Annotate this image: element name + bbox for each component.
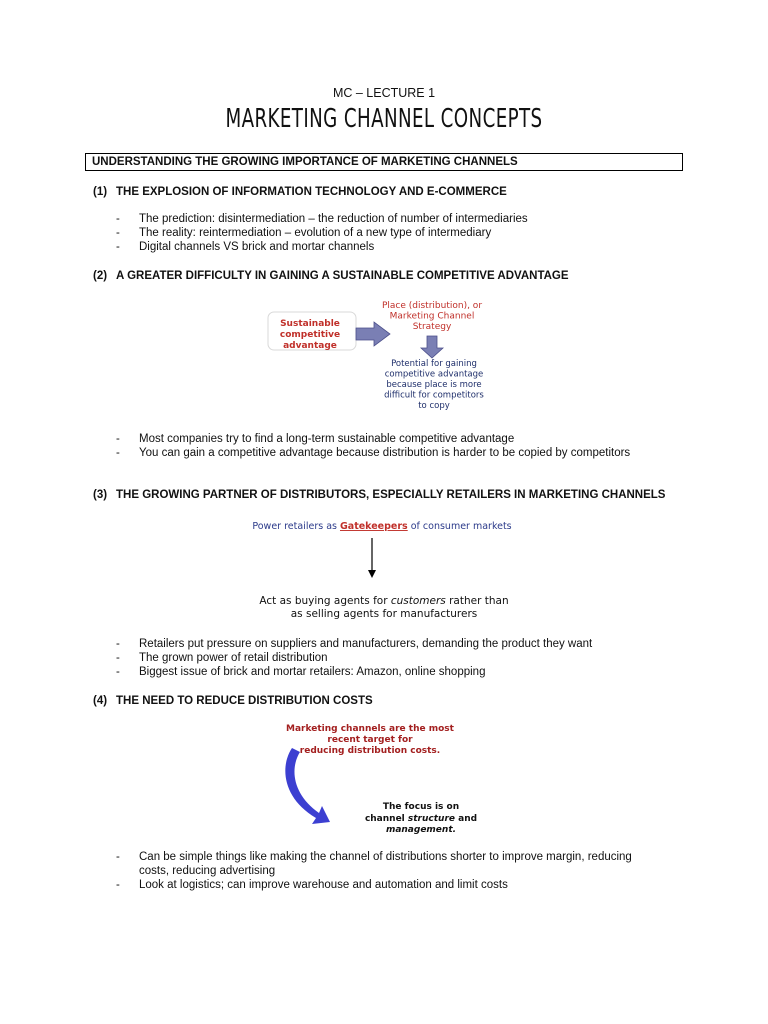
diagram-text-span: Gatekeepers <box>339 521 408 532</box>
diagram-text-line: reducing distribution costs. <box>299 746 441 756</box>
diagram-text-line: because place is more <box>386 380 482 390</box>
bullet-text: The prediction: disintermediation – the reduction of number of intermediaries <box>139 213 528 225</box>
bullet-text: Retailers put pressure on suppliers and manufacturers, demanding the product they want <box>139 638 593 650</box>
diagram-text-span: The focus is on <box>382 802 460 812</box>
diagram-text-line: competitive <box>279 330 341 340</box>
section-number: (2) <box>93 270 108 282</box>
bullet-item <box>116 240 676 254</box>
selling-agents-label <box>291 608 477 620</box>
bullet-item <box>116 637 676 651</box>
section-heading-text: THE GROWING PARTNER OF DISTRIBUTORS, ESPECIALLY RETAILERS IN MARKETING CHANNELS <box>116 489 666 501</box>
diagram-text-line: Place (distribution), or <box>381 301 483 311</box>
section-4-bullets <box>116 850 656 892</box>
section-number: (3) <box>93 489 108 501</box>
diagram-text-line: to copy <box>418 401 450 411</box>
sustainable-advantage-label <box>280 319 340 351</box>
bullet-dash: - <box>116 241 120 253</box>
bullet-text: You can gain a competitive advantage because distribution is harder to be copied by competitors <box>139 447 631 459</box>
diagram-text-line: Marketing Channel <box>389 311 475 322</box>
page-title: MARKETING CHANNEL CONCEPTS <box>225 104 543 134</box>
diagram-text-line: competitive advantage <box>384 369 484 380</box>
curved-arrow-icon <box>285 748 330 824</box>
section-box-heading: UNDERSTANDING THE GROWING IMPORTANCE OF MARKETING CHANNELS <box>85 153 683 171</box>
bullet-item <box>116 878 656 892</box>
place-strategy-label <box>382 301 482 332</box>
diagram-text-span: structure <box>407 814 455 824</box>
diagram-text-line: advantage <box>283 341 337 351</box>
bullet-dash: - <box>116 213 120 225</box>
diagram-text-span: as selling agents for manufacturers <box>290 608 478 620</box>
bullet-item <box>116 665 676 679</box>
distribution-costs-diagram <box>278 718 478 838</box>
diagram-text-span: channel <box>364 814 408 824</box>
management-label <box>386 825 456 835</box>
bullet-text: Digital channels VS brick and mortar channels <box>139 241 375 253</box>
bullet-item <box>116 432 656 446</box>
section-number: (4) <box>93 695 108 707</box>
competitive-advantage-diagram <box>262 292 522 417</box>
channel-structure-label <box>365 814 477 824</box>
diagram-text-line: Sustainable <box>280 319 340 329</box>
bullet-item <box>116 226 676 240</box>
focus-label <box>383 802 459 812</box>
gatekeepers-diagram <box>250 516 520 626</box>
recent-target-label <box>286 724 455 756</box>
diagram-text-line: difficult for competitors <box>384 390 484 401</box>
diagram-text-span: of consumer markets <box>407 521 512 532</box>
bullet-item <box>116 446 656 460</box>
bullet-dash: - <box>116 638 120 650</box>
diagram-text-span: customers <box>390 595 446 607</box>
diagram-text-span: management. <box>385 825 457 835</box>
section-1-bullets <box>116 212 676 254</box>
diagram-text-line: Marketing channels are the most <box>286 724 454 734</box>
bullet-dash: - <box>116 433 120 445</box>
down-arrow-icon <box>421 336 443 358</box>
diagram-text-line: Potential for gaining <box>391 359 477 369</box>
section-heading-text: THE NEED TO REDUCE DISTRIBUTION COSTS <box>116 695 373 707</box>
section-3-bullets <box>116 637 676 679</box>
bullet-dash: - <box>116 879 120 891</box>
bullet-dash: - <box>116 666 120 678</box>
section-2-bullets <box>116 432 656 460</box>
bullet-text: The grown power of retail distribution <box>139 652 328 664</box>
gatekeepers-label <box>252 521 511 532</box>
bullet-text: Look at logistics; can improve warehouse and automation and limit costs <box>139 879 508 891</box>
bullet-dash: - <box>116 447 120 459</box>
buying-agents-label <box>259 595 508 607</box>
down-arrow-icon <box>368 570 376 578</box>
lecture-subtitle: MC – LECTURE 1 <box>332 86 436 100</box>
bullet-text: Can be simple things like making the channel of distributions shorter to improve margin, reducing costs, reducing advertising <box>139 851 632 877</box>
diagram-text-span: rather than <box>445 595 509 607</box>
potential-advantage-label <box>384 359 484 411</box>
section-number: (1) <box>93 186 108 198</box>
bullet-dash: - <box>116 227 120 239</box>
bullet-item <box>116 212 676 226</box>
bullet-dash: - <box>116 652 120 664</box>
diagram-text-line: Strategy <box>412 322 452 332</box>
bullet-text: The reality: reintermediation – evolution of a new type of intermediary <box>139 227 492 239</box>
section-heading-text: THE EXPLOSION OF INFORMATION TECHNOLOGY AND E-COMMERCE <box>116 186 507 198</box>
diagram-text-span: and <box>454 814 478 824</box>
bullet-item <box>116 651 676 665</box>
right-arrow-icon <box>356 322 390 346</box>
section-heading-text: A GREATER DIFFICULTY IN GAINING A SUSTAINABLE COMPETITIVE ADVANTAGE <box>116 270 569 282</box>
diagram-text-span: Act as buying agents for <box>259 595 391 607</box>
bullet-text: Biggest issue of brick and mortar retailers: Amazon, online shopping <box>139 666 486 678</box>
bullet-item <box>116 850 656 878</box>
bullet-text: Most companies try to find a long-term sustainable competitive advantage <box>139 433 515 445</box>
diagram-text-span: Power retailers as <box>252 521 340 532</box>
bullet-dash: - <box>116 851 120 863</box>
diagram-text-line: recent target for <box>327 735 413 745</box>
